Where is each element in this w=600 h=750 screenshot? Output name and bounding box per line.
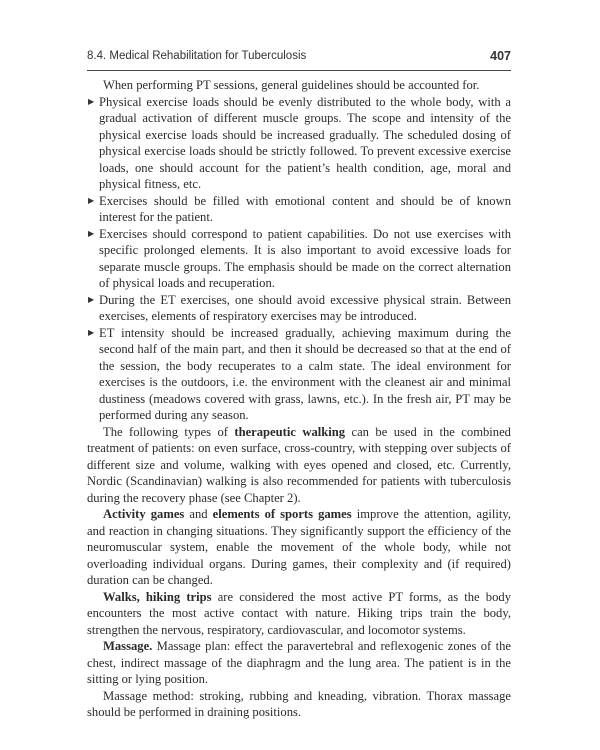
games-conjunction: and [184, 507, 213, 521]
massage-paragraph [87, 638, 511, 688]
hiking-term: Walks, hiking trips [103, 589, 212, 604]
games-paragraph [87, 506, 511, 589]
list-item-text: Exercises should correspond to patient capabilities. Do not use exercises with specific prolonged elements. It is also important to avoid excessive loads for separate muscle groups. The emphasis should be made on the correct alternation of physical loads and recuperation. [99, 226, 511, 290]
list-item [87, 94, 511, 193]
triangle-bullet-icon: ▶ [88, 294, 95, 304]
list-item-text: During the ET exercises, one should avoid excessive physical strain. Between exercises, elements of respiratory exercises may be introduced. [99, 292, 511, 323]
triangle-bullet-icon: ▶ [88, 96, 95, 106]
massage-method-paragraph: Massage method: stroking, rubbing and kneading, vibration. Thorax massage should be performed in draining positions. [87, 688, 511, 719]
hiking-paragraph [87, 589, 511, 639]
list-item [87, 292, 511, 325]
massage-term: Massage. [103, 639, 153, 653]
games-text: improve the attention, agility, and reaction in changing situations. They significantly support the efficiency of the neuromuscular system, enable the movement of the whole body, while not overloading individual organs. During games, their complexity and (if required) duration can be changed. [87, 507, 512, 587]
list-item-text: Physical exercise loads should be evenly distributed to the whole body, with a gradual activation of different muscle groups. The scope and intensity of the physical exercise loads should be increased gradually. The scheduled dosing of physical exercise loads should be strictly followed. To prevent excessive exercise loads, one should account for the patient’s health condition, age, moral and physical fitness, etc. [99, 94, 511, 191]
list-item [87, 325, 511, 424]
walking-paragraph [87, 424, 511, 507]
list-item-text: Exercises should be filled with emotional content and should be of known interest for the patient. [99, 193, 511, 224]
walking-text-end: can be used in the combined treatment of patients: on even surface, cross-country, with stepping over subjects of different size and volume, walking with eyes opened and closed, etc. Currently, Nordic (Scandinavian) walking is also recommended for patients with tuberculosis during the recovery phase (see Chapter 2). [87, 424, 511, 505]
list-item [87, 193, 511, 226]
page-number: 407 [490, 49, 511, 63]
list-item-text: ET intensity should be increased gradually, achieving maximum during the second half of the main part, and then it should be decreased so that at the end of the session, the body recuperates to a calm state. The ideal environment for exercises is the outdoors, i.e. the environment with the cleanest air and minimal dustiness (meadows covered with grass, lawns, etc.). In the fresh air, PT may be performed during any season. [99, 325, 511, 422]
massage-text: Massage plan: effect the paravertebral and reflexogenic zones of the chest, indirect massage of the diaphragm and the lung area. The patient is in the sitting or lying position. [87, 639, 511, 686]
triangle-bullet-icon: ▶ [88, 228, 95, 238]
page-body [87, 77, 511, 721]
games-term-1: Activity games [103, 507, 185, 521]
triangle-bullet-icon: ▶ [88, 195, 95, 205]
running-header [87, 48, 511, 71]
walking-text-start: The following types of [103, 424, 235, 439]
games-term-2: elements of sports games [212, 507, 352, 521]
guidelines-list [87, 94, 511, 424]
hiking-text: are considered the most active PT forms, as the body encounters the most active contact with nature. Hiking trips train the body, strengthen the nervous, respiratory, cardiovascular, and locomotor systems. [87, 589, 511, 637]
triangle-bullet-icon: ▶ [88, 327, 95, 337]
list-item [87, 226, 511, 292]
section-title: 8.4. Medical Rehabilitation for Tuberculosis [87, 50, 307, 62]
intro-paragraph: When performing PT sessions, general guidelines should be accounted for. [103, 78, 480, 92]
walking-term: therapeutic walking [234, 424, 346, 439]
